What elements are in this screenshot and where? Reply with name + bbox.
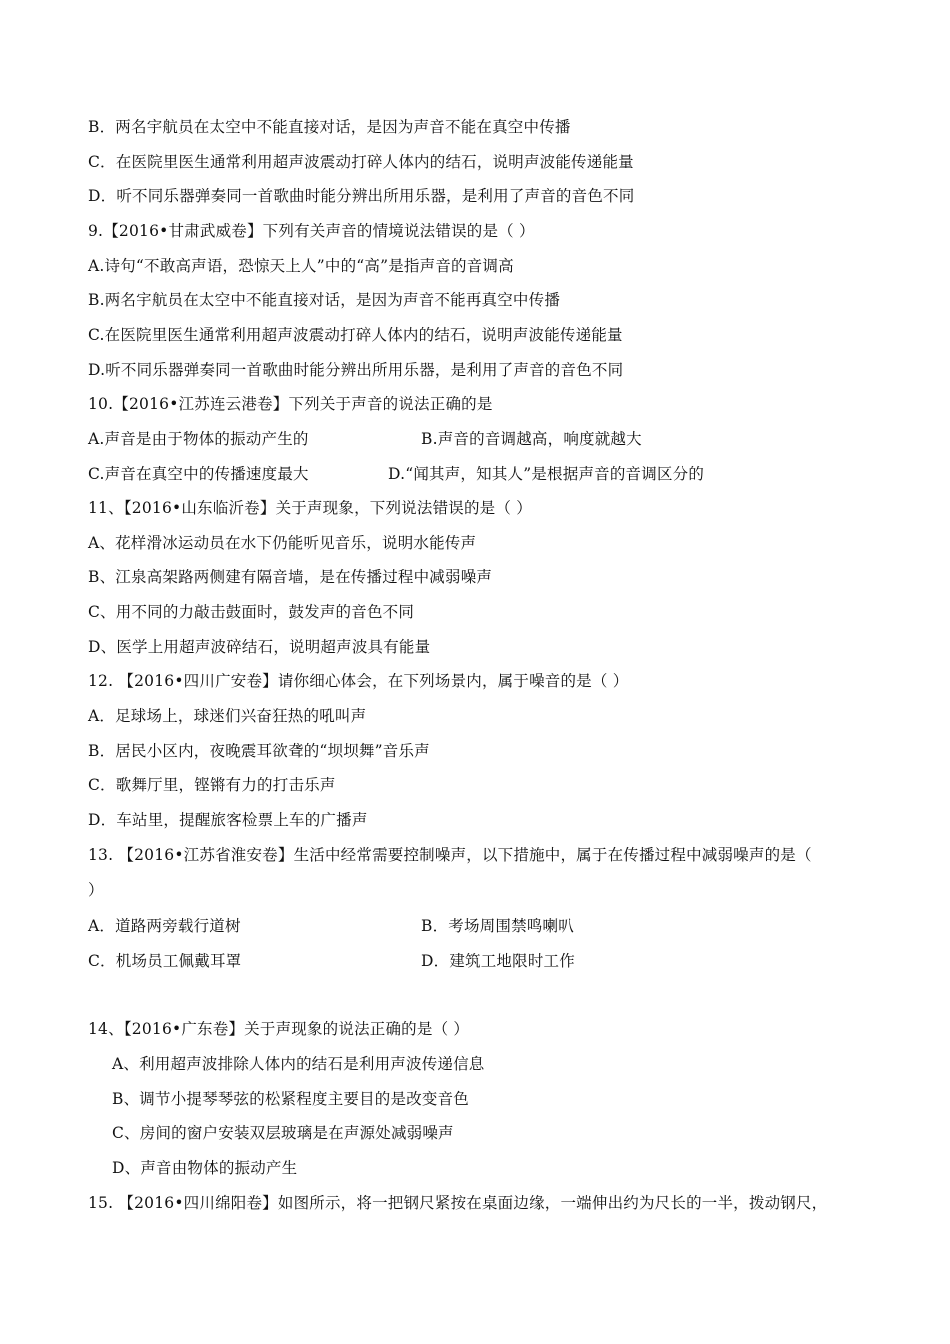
q14-option-a: A、利用超声波排除人体内的结石是利用声波传递信息 — [112, 1055, 485, 1073]
q9-option-c: C.在医院里医生通常利用超声波震动打碎人体内的结石，说明声波能传递能量 — [88, 326, 623, 344]
q12-option-a: A．足球场上，球迷们兴奋狂热的吼叫声 — [88, 707, 367, 725]
q12-option-d: D．车站里，提醒旅客检票上车的广播声 — [88, 811, 368, 829]
q11-option-d: D、医学上用超声波碎结石，说明超声波具有能量 — [88, 638, 431, 656]
question-13: 13. 【2016•江苏省淮安卷】生活中经常需要控制噪声，以下措施中，属于在传播过程中减弱噪声的是（ — [88, 846, 812, 864]
q14-option-d: D、声音由物体的振动产生 — [112, 1159, 298, 1177]
question-12: 12. 【2016•四川广安卷】请你细心体会，在下列场景内，属于噪音的是（ ） — [88, 672, 629, 690]
q10-option-d: D.“闻其声，知其人”是根据声音的音调区分的 — [388, 465, 705, 483]
question-13-continuation: ） — [88, 881, 104, 899]
q11-option-b: B、江泉高架路两侧建有隔音墙，是在传播过程中减弱噪声 — [88, 568, 493, 586]
question-14: 14、【2016•广东卷】关于声现象的说法正确的是（ ） — [88, 1020, 470, 1038]
question-11: 11、【2016•山东临沂卷】关于声现象，下列说法错误的是（ ） — [88, 499, 532, 517]
q9-option-d: D.听不同乐器弹奏同一首歌曲时能分辨出所用乐器，是利用了声音的音色不同 — [88, 361, 624, 379]
question-10: 10.【2016•江苏连云港卷】下列关于声音的说法正确的是 — [88, 395, 493, 413]
q12-option-b: B．居民小区内，夜晚震耳欲聋的“坝坝舞”音乐声 — [88, 742, 430, 760]
q14-option-b: B、调节小提琴琴弦的松紧程度主要目的是改变音色 — [112, 1090, 469, 1108]
q13-option-d: D．建筑工地限时工作 — [421, 952, 575, 970]
q9-option-a: A.诗句“不敢高声语，恐惊天上人”中的“高”是指声音的音调高 — [88, 257, 514, 275]
option-d-line: D．听不同乐器弹奏同一首歌曲时能分辨出所用乐器，是利用了声音的音色不同 — [88, 187, 635, 205]
q11-option-a: A、花样滑冰运动员在水下仍能听见音乐，说明水能传声 — [88, 534, 477, 552]
q13-option-c: C．机场员工佩戴耳罩 — [88, 952, 242, 970]
question-9: 9.【2016•甘肃武威卷】下列有关声音的情境说法错误的是（ ） — [88, 222, 535, 240]
q9-option-b: B.两名宇航员在太空中不能直接对话，是因为声音不能再真空中传播 — [88, 291, 561, 309]
q10-option-a: A.声音是由于物体的振动产生的 — [88, 430, 309, 448]
q14-option-c: C、房间的窗户安装双层玻璃是在声源处减弱噪声 — [112, 1124, 454, 1142]
option-b-line: B．两名宇航员在太空中不能直接对话，是因为声音不能在真空中传播 — [88, 118, 571, 136]
q10-option-c: C.声音在真空中的传播速度最大 — [88, 465, 309, 483]
q11-option-c: C、用不同的力敲击鼓面时，鼓发声的音色不同 — [88, 603, 415, 621]
q10-option-b: B.声音的音调越高，响度就越大 — [421, 430, 642, 448]
option-c-line: C．在医院里医生通常利用超声波震动打碎人体内的结石，说明声波能传递能量 — [88, 153, 634, 171]
q12-option-c: C．歌舞厅里，铿锵有力的打击乐声 — [88, 776, 336, 794]
q13-option-a: A．道路两旁载行道树 — [88, 917, 241, 935]
question-15: 15. 【2016•四川绵阳卷】如图所示，将一把钢尺紧按在桌面边缘，一端伸出约为尺长的一半，拨动钢尺， — [88, 1194, 828, 1212]
q13-option-b: B．考场周围禁鸣喇叭 — [421, 917, 574, 935]
